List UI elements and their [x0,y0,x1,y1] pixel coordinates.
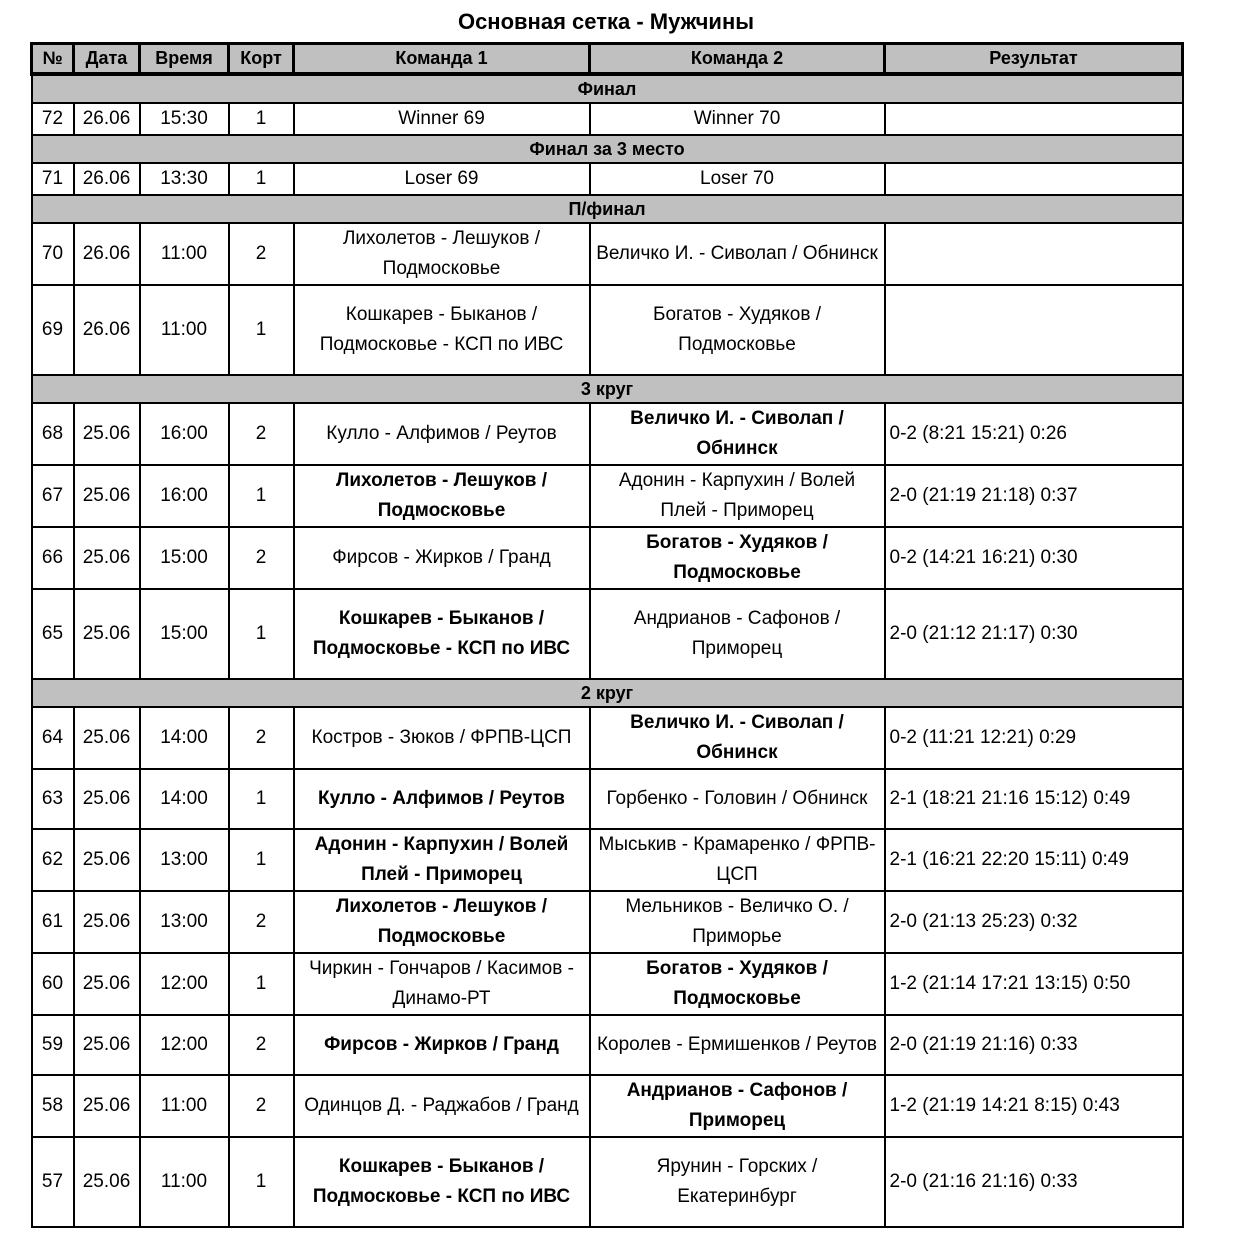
match-court: 2 [229,707,294,769]
team1-cell: Winner 69 [294,103,590,135]
result-cell [885,103,1183,135]
result-cell: 2-0 (21:16 21:16) 0:33 [885,1137,1183,1227]
match-number: 67 [32,465,74,527]
match-time: 13:00 [140,891,229,953]
result-cell: 2-1 (18:21 21:16 15:12) 0:49 [885,769,1183,829]
team1-cell: Чиркин - Гончаров / Касимов - Динамо-РТ [294,953,590,1015]
bracket-table [30,42,1184,1228]
result-cell [885,285,1183,375]
team2-cell: Горбенко - Головин / Обнинск [590,769,885,829]
match-date: 25.06 [74,1075,140,1137]
team2-cell: Андрианов - Сафонов / Приморец [590,589,885,679]
section-row [32,195,1183,223]
team2-cell: Королев - Ермишенков / Реутов [590,1015,885,1075]
match-court: 1 [229,103,294,135]
match-row [32,1075,1183,1137]
match-row [32,103,1183,135]
match-number: 69 [32,285,74,375]
header-num: № [32,44,74,75]
match-time: 15:00 [140,589,229,679]
team1-cell: Кошкарев - Быканов / Подмосковье - КСП по ИВС [294,285,590,375]
team2-cell: Мельников - Величко О. / Приморье [590,891,885,953]
section-label: Финал за 3 место [32,135,1183,163]
team2-cell: Winner 70 [590,103,885,135]
match-number: 57 [32,1137,74,1227]
section-row [32,135,1183,163]
result-cell [885,223,1183,285]
team1-cell: Адонин - Карпухин / Волей Плей - Приморец [294,829,590,891]
match-time: 13:30 [140,163,229,195]
match-date: 25.06 [74,829,140,891]
match-time: 13:00 [140,829,229,891]
match-court: 2 [229,223,294,285]
match-number: 70 [32,223,74,285]
match-date: 25.06 [74,465,140,527]
match-date: 25.06 [74,527,140,589]
match-court: 1 [229,163,294,195]
section-label: 2 круг [32,679,1183,707]
match-row [32,829,1183,891]
match-date: 25.06 [74,891,140,953]
match-row [32,223,1183,285]
match-time: 11:00 [140,1075,229,1137]
header-row [32,44,1183,75]
team1-cell: Фирсов - Жирков / Гранд [294,1015,590,1075]
match-number: 60 [32,953,74,1015]
match-row [32,589,1183,679]
team1-cell: Кулло - Алфимов / Реутов [294,769,590,829]
match-row [32,163,1183,195]
result-cell: 2-0 (21:19 21:18) 0:37 [885,465,1183,527]
section-label: Финал [32,74,1183,103]
result-cell: 0-2 (11:21 12:21) 0:29 [885,707,1183,769]
team1-cell: Лихолетов - Лешуков / Подмосковье [294,465,590,527]
match-row [32,403,1183,465]
team1-cell: Фирсов - Жирков / Гранд [294,527,590,589]
match-time: 16:00 [140,403,229,465]
team1-cell: Кулло - Алфимов / Реутов [294,403,590,465]
team2-cell: Богатов - Худяков / Подмосковье [590,527,885,589]
match-time: 12:00 [140,1015,229,1075]
result-cell: 1-2 (21:14 17:21 13:15) 0:50 [885,953,1183,1015]
result-cell: 2-1 (16:21 22:20 15:11) 0:49 [885,829,1183,891]
match-court: 1 [229,465,294,527]
team2-cell: Ярунин - Горских / Екатеринбург [590,1137,885,1227]
section-row [32,679,1183,707]
team2-cell: Мыськив - Крамаренко / ФРПВ-ЦСП [590,829,885,891]
result-cell: 2-0 (21:13 25:23) 0:32 [885,891,1183,953]
match-time: 15:00 [140,527,229,589]
header-date: Дата [74,44,140,75]
match-date: 26.06 [74,163,140,195]
match-row [32,1015,1183,1075]
header-team2: Команда 2 [590,44,885,75]
match-number: 59 [32,1015,74,1075]
match-number: 66 [32,527,74,589]
result-cell: 0-2 (14:21 16:21) 0:30 [885,527,1183,589]
bracket-body [32,74,1183,1227]
match-court: 2 [229,403,294,465]
match-date: 25.06 [74,707,140,769]
match-date: 26.06 [74,223,140,285]
match-number: 68 [32,403,74,465]
match-number: 64 [32,707,74,769]
match-number: 71 [32,163,74,195]
match-court: 1 [229,1137,294,1227]
team2-cell: Андрианов - Сафонов / Приморец [590,1075,885,1137]
match-number: 63 [32,769,74,829]
match-time: 11:00 [140,223,229,285]
match-court: 2 [229,1075,294,1137]
match-number: 72 [32,103,74,135]
section-label: 3 круг [32,375,1183,403]
section-row [32,74,1183,103]
header-team1: Команда 1 [294,44,590,75]
team2-cell: Адонин - Карпухин / Волей Плей - Приморец [590,465,885,527]
match-row [32,891,1183,953]
match-row [32,707,1183,769]
match-row [32,285,1183,375]
match-time: 14:00 [140,707,229,769]
team2-cell: Богатов - Худяков / Подмосковье [590,285,885,375]
match-time: 16:00 [140,465,229,527]
team2-cell: Богатов - Худяков / Подмосковье [590,953,885,1015]
result-cell [885,163,1183,195]
team1-cell: Кошкарев - Быканов / Подмосковье - КСП по ИВС [294,589,590,679]
match-number: 58 [32,1075,74,1137]
header-court: Корт [229,44,294,75]
team2-cell: Loser 70 [590,163,885,195]
match-date: 25.06 [74,589,140,679]
team1-cell: Лихолетов - Лешуков / Подмосковье [294,891,590,953]
match-court: 2 [229,891,294,953]
match-time: 11:00 [140,1137,229,1227]
match-date: 26.06 [74,285,140,375]
match-row [32,953,1183,1015]
match-court: 2 [229,527,294,589]
section-label: П/финал [32,195,1183,223]
match-time: 15:30 [140,103,229,135]
match-time: 11:00 [140,285,229,375]
match-date: 25.06 [74,1137,140,1227]
team2-cell: Величко И. - Сиволап / Обнинск [590,707,885,769]
match-court: 1 [229,953,294,1015]
match-date: 25.06 [74,953,140,1015]
result-cell: 2-0 (21:19 21:16) 0:33 [885,1015,1183,1075]
match-court: 1 [229,769,294,829]
header-result: Результат [885,44,1183,75]
team1-cell: Костров - Зюков / ФРПВ-ЦСП [294,707,590,769]
page-title: Основная сетка - Мужчины [457,9,755,34]
match-court: 1 [229,285,294,375]
team2-cell: Величко И. - Сиволап / Обнинск [590,403,885,465]
match-row [32,527,1183,589]
team1-cell: Лихолетов - Лешуков / Подмосковье [294,223,590,285]
result-cell: 0-2 (8:21 15:21) 0:26 [885,403,1183,465]
result-cell: 2-0 (21:12 21:17) 0:30 [885,589,1183,679]
match-court: 1 [229,589,294,679]
match-row [32,769,1183,829]
match-time: 12:00 [140,953,229,1015]
team1-cell: Одинцов Д. - Раджабов / Гранд [294,1075,590,1137]
match-row [32,465,1183,527]
section-row [32,375,1183,403]
match-date: 25.06 [74,769,140,829]
team1-cell: Loser 69 [294,163,590,195]
result-cell: 1-2 (21:19 14:21 8:15) 0:43 [885,1075,1183,1137]
match-court: 1 [229,829,294,891]
match-date: 25.06 [74,403,140,465]
team2-cell: Величко И. - Сиволап / Обнинск [590,223,885,285]
match-row [32,1137,1183,1227]
match-date: 26.06 [74,103,140,135]
team1-cell: Кошкарев - Быканов / Подмосковье - КСП по ИВС [294,1137,590,1227]
match-court: 2 [229,1015,294,1075]
match-date: 25.06 [74,1015,140,1075]
match-number: 65 [32,589,74,679]
match-number: 62 [32,829,74,891]
match-number: 61 [32,891,74,953]
match-time: 14:00 [140,769,229,829]
header-time: Время [140,44,229,75]
